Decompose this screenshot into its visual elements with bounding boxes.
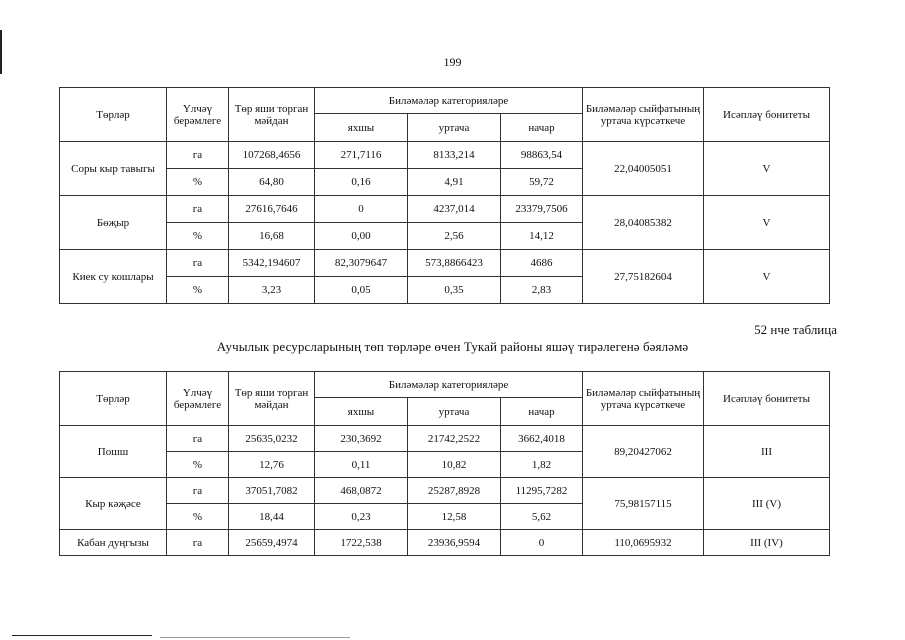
average-cell: 4,91	[408, 169, 501, 196]
total-cell: 18,44	[229, 504, 315, 530]
quality-cell: 75,98157115	[583, 478, 704, 530]
average-cell: 0,35	[408, 277, 501, 304]
average-cell: 573,8866423	[408, 250, 501, 277]
average-cell: 2,56	[408, 223, 501, 250]
header-good: яхшы	[315, 114, 408, 142]
species-name: Кабан дуңгызы	[60, 530, 167, 556]
good-cell: 0,11	[315, 452, 408, 478]
total-cell: 3,23	[229, 277, 315, 304]
header-species: Төрләр	[60, 88, 167, 142]
bonitet-cell: III (V)	[704, 478, 830, 530]
total-cell: 64,80	[229, 169, 315, 196]
bonitet-cell: V	[704, 142, 830, 196]
header-average: уртача	[408, 398, 501, 426]
header-quality-index: Биләмәләр сыйфатының уртача күрсәткече	[583, 372, 704, 426]
header-unit: Үлчәү берәмлеге	[167, 88, 229, 142]
header-good: яхшы	[315, 398, 408, 426]
average-cell: 23936,9594	[408, 530, 501, 556]
unit-cell: %	[167, 277, 229, 304]
unit-cell: %	[167, 452, 229, 478]
bad-cell: 5,62	[501, 504, 583, 530]
total-cell: 27616,7646	[229, 196, 315, 223]
good-cell: 271,7116	[315, 142, 408, 169]
total-cell: 25659,4974	[229, 530, 315, 556]
unit-cell: га	[167, 250, 229, 277]
good-cell: 0,05	[315, 277, 408, 304]
average-cell: 8133,214	[408, 142, 501, 169]
table-row	[60, 250, 830, 277]
table-row	[60, 530, 830, 556]
bad-cell: 0	[501, 530, 583, 556]
good-cell: 0,23	[315, 504, 408, 530]
table-row	[60, 426, 830, 452]
scan-bottom-line	[160, 637, 350, 638]
header-total-area: Төр яши торган мәйдан	[229, 88, 315, 142]
header-bad: начар	[501, 114, 583, 142]
species-name: Бөҗыр	[60, 196, 167, 250]
unit-cell: %	[167, 223, 229, 250]
page-number: 199	[443, 55, 462, 69]
good-cell: 0,00	[315, 223, 408, 250]
unit-cell: га	[167, 196, 229, 223]
bad-cell: 3662,4018	[501, 426, 583, 452]
table-habitat-birds	[59, 87, 830, 304]
bad-cell: 14,12	[501, 223, 583, 250]
bonitet-cell: III	[704, 426, 830, 478]
bad-cell: 2,83	[501, 277, 583, 304]
quality-cell: 28,04085382	[583, 196, 704, 250]
good-cell: 230,3692	[315, 426, 408, 452]
table-row	[60, 196, 830, 223]
table-title: Аучылык ресурсларының төп төрләре өчен Тукай районы яшәү тирәлегенә бәяләмә	[216, 339, 689, 354]
bad-cell: 59,72	[501, 169, 583, 196]
total-cell: 16,68	[229, 223, 315, 250]
bad-cell: 4686	[501, 250, 583, 277]
scan-bottom-line	[12, 635, 152, 636]
good-cell: 82,3079647	[315, 250, 408, 277]
header-species: Төрләр	[60, 372, 167, 426]
good-cell: 1722,538	[315, 530, 408, 556]
header-average: уртача	[408, 114, 501, 142]
bad-cell: 23379,7506	[501, 196, 583, 223]
average-cell: 12,58	[408, 504, 501, 530]
header-categories: Биләмәләр категорияләре	[315, 372, 583, 398]
table-row	[60, 478, 830, 504]
good-cell: 0,16	[315, 169, 408, 196]
species-name: Соры кыр тавыгы	[60, 142, 167, 196]
bad-cell: 1,82	[501, 452, 583, 478]
species-name: Киек су кошлары	[60, 250, 167, 304]
average-cell: 21742,2522	[408, 426, 501, 452]
quality-cell: 89,20427062	[583, 426, 704, 478]
total-cell: 12,76	[229, 452, 315, 478]
average-cell: 25287,8928	[408, 478, 501, 504]
total-cell: 5342,194607	[229, 250, 315, 277]
table-row	[60, 142, 830, 169]
table-number: 52 нче таблица	[754, 322, 837, 337]
good-cell: 0	[315, 196, 408, 223]
header-categories: Биләмәләр категорияләре	[315, 88, 583, 114]
species-name: Пошш	[60, 426, 167, 478]
good-cell: 468,0872	[315, 478, 408, 504]
header-bonitet: Исәпләү бонитеты	[704, 372, 830, 426]
unit-cell: га	[167, 426, 229, 452]
header-bonitet: Исәпләү бонитеты	[704, 88, 830, 142]
total-cell: 37051,7082	[229, 478, 315, 504]
bonitet-cell: III (IV)	[704, 530, 830, 556]
header-bad: начар	[501, 398, 583, 426]
quality-cell: 22,04005051	[583, 142, 704, 196]
species-name: Кыр кәҗәсе	[60, 478, 167, 530]
unit-cell: га	[167, 142, 229, 169]
bad-cell: 98863,54	[501, 142, 583, 169]
unit-cell: %	[167, 169, 229, 196]
quality-cell: 27,75182604	[583, 250, 704, 304]
unit-cell: %	[167, 504, 229, 530]
bonitet-cell: V	[704, 250, 830, 304]
total-cell: 107268,4656	[229, 142, 315, 169]
bad-cell: 11295,7282	[501, 478, 583, 504]
header-unit: Үлчәү берәмлеге	[167, 372, 229, 426]
quality-cell: 110,0695932	[583, 530, 704, 556]
bonitet-cell: V	[704, 196, 830, 250]
header-total-area: Төр яши торган мәйдан	[229, 372, 315, 426]
table-habitat-mammals	[59, 371, 830, 556]
unit-cell: га	[167, 478, 229, 504]
average-cell: 4237,014	[408, 196, 501, 223]
unit-cell: га	[167, 530, 229, 556]
total-cell: 25635,0232	[229, 426, 315, 452]
header-quality-index: Биләмәләр сыйфатының уртача күрсәткече	[583, 88, 704, 142]
average-cell: 10,82	[408, 452, 501, 478]
